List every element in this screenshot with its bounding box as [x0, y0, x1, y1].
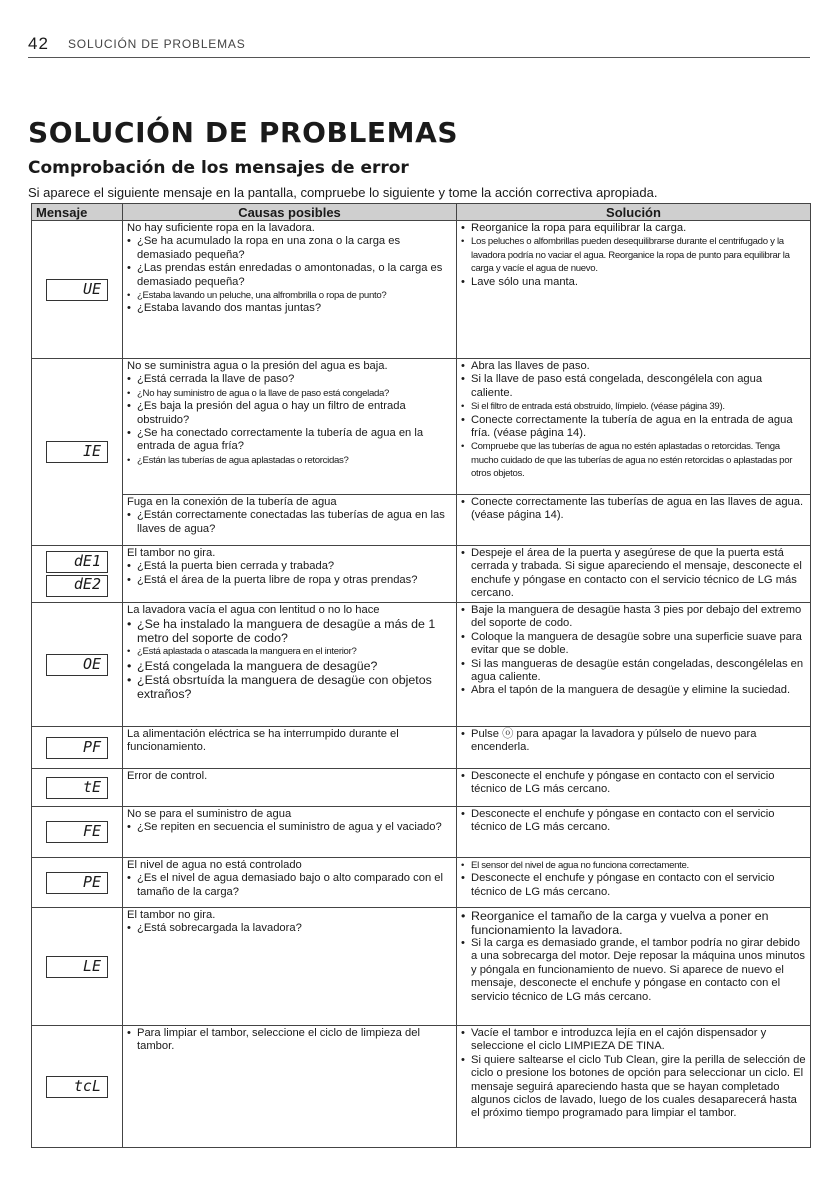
cause-item: • ¿Está la puerta bien cerrada y trabada?	[127, 560, 452, 573]
solution-cell	[457, 1026, 811, 1148]
solution-list	[461, 808, 806, 835]
cause-item: • ¿Las prendas están enredadas o amontonadas, o la carga es demasiado pequeña?	[127, 262, 452, 289]
error-code-display: PE	[46, 872, 108, 894]
page-header	[28, 34, 810, 58]
table-row	[32, 908, 811, 1026]
cause-lead: Error de control.	[127, 770, 208, 782]
solution-item: • Conecte correctamente la tubería de agua en la entrada de agua fría. (véase página 14).	[461, 414, 806, 441]
message-code-cell	[32, 359, 123, 546]
cause-item: • ¿Es el nivel de agua demasiado bajo o alto comparado con el tamaño de la carga?	[127, 872, 452, 899]
message-code-cell	[32, 769, 123, 807]
solution-item: • Desconecte el enchufe y póngase en contacto con el servicio técnico de LG más cercano.	[461, 808, 806, 835]
solution-list	[461, 728, 806, 755]
cause-lead: La alimentación eléctrica se ha interrumpido durante el funcionamiento.	[127, 728, 399, 754]
causes-cell	[123, 603, 457, 727]
error-code-display: FE	[46, 821, 108, 843]
solution-list	[461, 909, 806, 1004]
cause-item: • ¿Están correctamente conectadas las tuberías de agua en las llaves de agua?	[127, 509, 452, 536]
solution-cell	[457, 807, 811, 858]
table-row	[32, 359, 811, 495]
table-row	[32, 807, 811, 858]
error-code-display: tcL	[46, 1076, 108, 1098]
cause-item: • ¿Está el área de la puerta libre de ropa y otras prendas?	[127, 574, 452, 587]
cause-lead: El tambor no gira.	[127, 909, 216, 921]
solution-list	[461, 360, 806, 481]
cause-list	[127, 1027, 452, 1054]
cause-item: • ¿Se repiten en secuencia el suministro de agua y el vaciado?	[127, 821, 452, 834]
cause-lead: El tambor no gira.	[127, 547, 216, 559]
message-code-cell	[32, 908, 123, 1026]
table-row	[32, 727, 811, 769]
message-code-cell	[32, 221, 123, 359]
solution-item: • Si la llave de paso está congelada, descongélela con agua caliente.	[461, 373, 806, 400]
solution-item: • Lave sólo una manta.	[461, 276, 806, 289]
cause-lead: No hay suficiente ropa en la lavadora.	[127, 222, 315, 234]
error-code-display: OE	[46, 654, 108, 676]
cause-lead: No se suministra agua o la presión del agua es baja.	[127, 360, 388, 372]
cause-item: • ¿Está congelada la manguera de desagüe?	[127, 659, 452, 673]
causes-cell	[123, 908, 457, 1026]
error-code-display: dE2	[46, 575, 108, 597]
cause-lead: Fuga en la conexión de la tubería de agua	[127, 496, 337, 508]
solution-item: • Compruebe que las tuberías de agua no estén aplastadas o retorcidas. Tenga mucho cuidado de que las tuberías de agua no estén retorcidas o aplastadas por otros objetos.	[461, 440, 806, 480]
error-code-display: dE1	[46, 551, 108, 573]
cause-item: • Para limpiar el tambor, seleccione el ciclo de limpieza del tambor.	[127, 1027, 452, 1054]
solution-cell	[457, 546, 811, 603]
error-code-display: UE	[46, 279, 108, 301]
causes-cell	[123, 221, 457, 359]
solution-item: • Reorganice el tamaño de la carga y vuelva a poner en funcionamiento la lavadora.	[461, 909, 806, 937]
solution-item: • Si las mangueras de desagüe están congeladas, descongélelas en agua caliente.	[461, 658, 806, 685]
solution-list	[461, 496, 806, 523]
solution-item: • Desconecte el enchufe y póngase en contacto con el servicio técnico de LG más cercano.	[461, 872, 806, 899]
solution-cell	[457, 908, 811, 1026]
cause-list	[127, 922, 452, 935]
cause-item: • ¿Estaba lavando un peluche, una alfrombrilla o ropa de punto?	[127, 289, 452, 302]
solution-item: • Desconecte el enchufe y póngase en contacto con el servicio técnico de LG más cercano.	[461, 770, 806, 797]
solution-item: • Si quiere saltearse el ciclo Tub Clean, gire la perilla de selección de ciclo o presione los botones de opción para seleccionar un ciclo. El mensaje seguirá apareciendo hasta que se hayan completado algunos ciclos de lavado, luego de los cuales desaparecerá hasta el próximo tiempo programado para limpiar el tambor.	[461, 1054, 806, 1121]
solution-item: • Abra el tapón de la manguera de desagüe y elimine la suciedad.	[461, 684, 806, 697]
error-message-table	[31, 203, 811, 1148]
cause-item: • ¿Está aplastada o atascada la manguera en el interior?	[127, 645, 452, 658]
cause-list	[127, 560, 452, 587]
causes-cell	[123, 858, 457, 908]
causes-cell	[123, 807, 457, 858]
table-row	[32, 603, 811, 727]
solution-list	[461, 222, 806, 289]
table-header-row	[32, 204, 811, 221]
solution-list	[461, 859, 806, 899]
cause-item: • ¿Está obsrtuída la manguera de desagüe con objetos extraños?	[127, 673, 452, 701]
table-row	[32, 546, 811, 603]
solution-item: • Baje la manguera de desagüe hasta 3 pies por debajo del extremo del soporte de codo.	[461, 604, 806, 631]
cause-item: • ¿Está cerrada la llave de paso?	[127, 373, 452, 386]
causes-cell	[123, 495, 457, 546]
table-row	[32, 769, 811, 807]
error-code-display: PF	[46, 737, 108, 759]
solution-list	[461, 770, 806, 797]
cause-list	[127, 373, 452, 467]
cause-item: • ¿Está sobrecargada la lavadora?	[127, 922, 452, 935]
cause-item: • ¿Se ha instalado la manguera de desagüe a más de 1 metro del soporte de codo?	[127, 617, 452, 645]
solution-item: • Vacíe el tambor e introduzca lejía en el cajón dispensador y seleccione el ciclo LIMPIEZA DE TINA.	[461, 1027, 806, 1054]
causes-cell	[123, 727, 457, 769]
column-header-causes: Causas posibles	[123, 204, 457, 221]
causes-cell	[123, 769, 457, 807]
causes-cell	[123, 1026, 457, 1148]
solution-list	[461, 1027, 806, 1121]
solution-item: • Pulse ⓞ para apagar la lavadora y púlselo de nuevo para encenderla.	[461, 728, 806, 755]
cause-list	[127, 509, 452, 536]
message-code-cell	[32, 727, 123, 769]
cause-item: • ¿Se ha acumulado la ropa en una zona o la carga es demasiado pequeña?	[127, 235, 452, 262]
causes-cell	[123, 359, 457, 495]
table-row	[32, 221, 811, 359]
solution-cell	[457, 727, 811, 769]
solution-item: • Los peluches o alfombrillas pueden desequilibrarse durante el centrifugado y la lavadora podría no vaciar el agua. Reorganice la ropa de punto para equilibrar la carga y vacíe el agua de nuevo.	[461, 235, 806, 275]
page-number: 42	[28, 34, 49, 53]
cause-lead: El nivel de agua no está controlado	[127, 859, 302, 871]
solution-item: • Despeje el área de la puerta y asegúrese de que la puerta está cerrada y trabada. Si sigue apareciendo el mensaje, desconecte el enchufe y póngase en contacto con el servicio técnico de LG más cercano.	[461, 547, 806, 601]
error-code-display: LE	[46, 956, 108, 978]
solution-item: • Si la carga es demasiado grande, el tambor podría no girar debido a una sobrecarga del motor. Deje reposar la máquina unos minutos y póngala en funcionamiento de nuevo. Si aparece de nuevo el mensaje, desconecte el enchufe y póngase en contacto con el servicio técnico de LG más cercano.	[461, 937, 806, 1004]
solution-cell	[457, 359, 811, 495]
solution-item: • Reorganice la ropa para equilibrar la carga.	[461, 222, 806, 235]
column-header-solution: Solución	[457, 204, 811, 221]
error-code-display: tE	[46, 777, 108, 799]
message-code-cell	[32, 603, 123, 727]
column-header-message: Mensaje	[32, 204, 123, 221]
solution-item: • Si el filtro de entrada está obstruido, límpielo. (véase página 39).	[461, 400, 806, 413]
solution-list	[461, 547, 806, 601]
cause-list	[127, 821, 452, 834]
message-code-cell	[32, 858, 123, 908]
running-section-title: SOLUCIÓN DE PROBLEMAS	[68, 37, 246, 51]
table-row	[32, 858, 811, 908]
cause-list	[127, 617, 452, 700]
error-code-display: IE	[46, 441, 108, 463]
section-subtitle: Comprobación de los mensajes de error	[28, 158, 409, 178]
message-code-cell	[32, 546, 123, 603]
message-code-cell	[32, 1026, 123, 1148]
cause-item: • ¿Están las tuberías de agua aplastadas o retorcidas?	[127, 454, 452, 467]
solution-cell	[457, 495, 811, 546]
cause-list	[127, 872, 452, 899]
cause-item: • ¿Es baja la presión del agua o hay un filtro de entrada obstruido?	[127, 400, 452, 427]
solution-cell	[457, 221, 811, 359]
page-title: SOLUCIÓN DE PROBLEMAS	[28, 116, 459, 149]
solution-cell	[457, 769, 811, 807]
cause-item: • ¿Se ha conectado correctamente la tubería de agua en la entrada de agua fría?	[127, 427, 452, 454]
solution-cell	[457, 858, 811, 908]
table-row	[32, 1026, 811, 1148]
solution-list	[461, 604, 806, 698]
solution-cell	[457, 603, 811, 727]
solution-item: • Abra las llaves de paso.	[461, 360, 806, 373]
cause-item: • ¿Estaba lavando dos mantas juntas?	[127, 302, 452, 315]
solution-item: • Conecte correctamente las tuberías de agua en las llaves de agua. (véase página 14).	[461, 496, 806, 523]
cause-item: • ¿No hay suministro de agua o la llave de paso está congelada?	[127, 387, 452, 400]
causes-cell	[123, 546, 457, 603]
cause-list	[127, 235, 452, 315]
solution-item: • El sensor del nivel de agua no funciona correctamente.	[461, 859, 806, 872]
solution-item: • Coloque la manguera de desagüe sobre una superficie suave para evitar que se doble.	[461, 631, 806, 658]
message-code-cell	[32, 807, 123, 858]
cause-lead: La lavadora vacía el agua con lentitud o no lo hace	[127, 604, 380, 616]
cause-lead: No se para el suministro de agua	[127, 808, 292, 820]
intro-text: Si aparece el siguiente mensaje en la pantalla, compruebe lo siguiente y tome la acción correctiva apropiada.	[28, 185, 658, 200]
table-row	[32, 495, 811, 546]
